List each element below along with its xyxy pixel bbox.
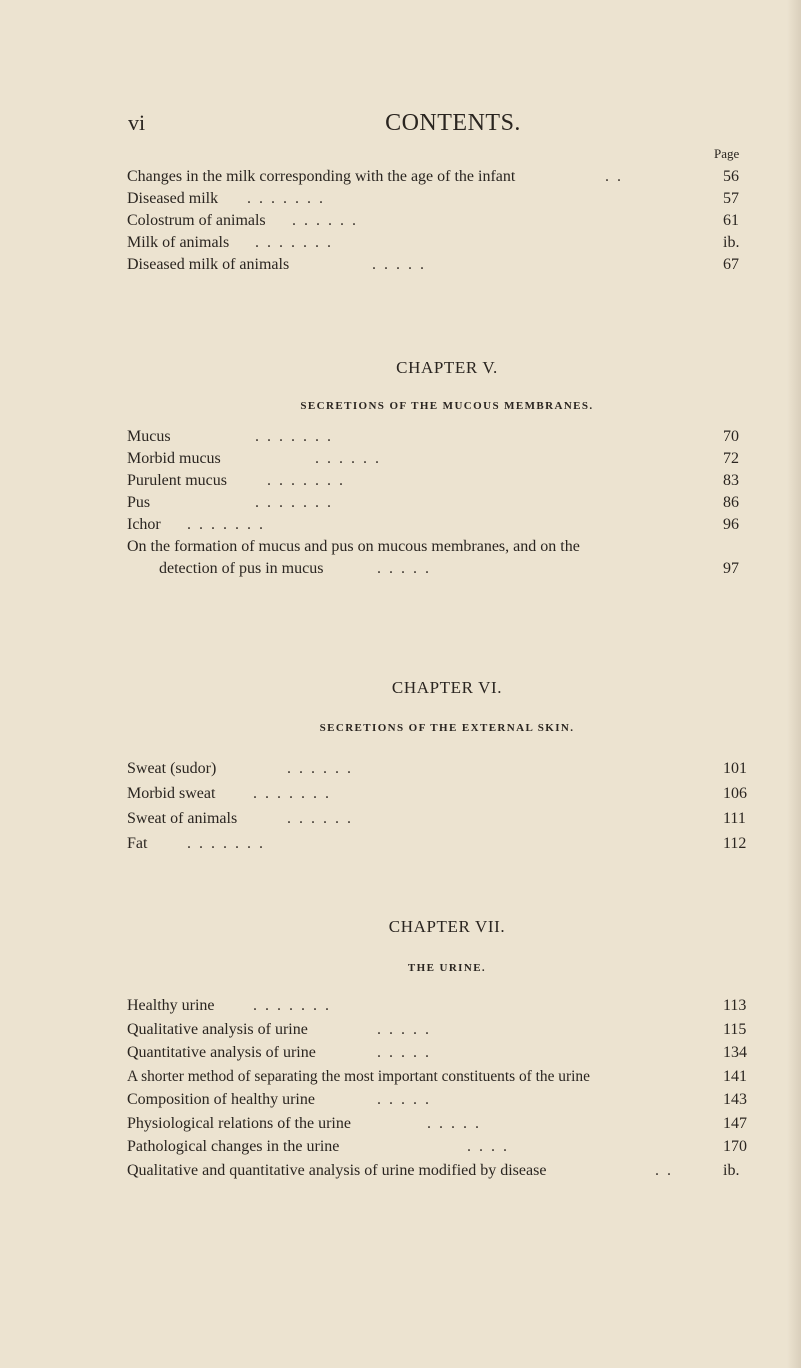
toc-entry-page: 134 xyxy=(723,1044,747,1061)
toc-entry-leaders: . . . . . xyxy=(427,1114,481,1132)
toc-entry-title: Sweat of animals xyxy=(127,810,238,827)
toc-entry-title: Diseased milk xyxy=(127,190,219,207)
toc-entry-leaders: . . . . . xyxy=(377,1020,431,1038)
toc-entry-page: 106 xyxy=(723,785,747,802)
toc-entry-leaders: . . . . . . . xyxy=(267,472,345,489)
toc-entry-leaders: . . . . . . . xyxy=(247,190,325,207)
toc-entry-title: Morbid sweat xyxy=(127,785,216,802)
toc-entry-title: On the formation of mucus and pus on mucous membranes, and on the xyxy=(127,538,580,555)
toc-entry[interactable] xyxy=(127,536,767,558)
toc-entry[interactable] xyxy=(127,808,767,833)
page-number: vi xyxy=(128,110,146,135)
toc-entry-leaders: . . . . . . xyxy=(315,450,381,467)
toc-entry-page: 101 xyxy=(723,760,747,777)
page-title: CONTENTS. xyxy=(385,110,521,136)
toc-entry-page: 97 xyxy=(723,560,739,577)
toc-entry-page: 143 xyxy=(723,1091,747,1108)
toc-entry-title: Mucus xyxy=(127,428,171,445)
toc-entry[interactable] xyxy=(127,833,767,858)
toc-entry-page: 115 xyxy=(723,1020,747,1038)
toc-entry-title: Ichor xyxy=(127,516,161,533)
toc-entry-continuation[interactable] xyxy=(127,558,767,580)
toc-entry-title: Pus xyxy=(127,494,151,511)
toc-entry-leaders: . . . . . . . xyxy=(253,785,331,802)
toc-entry-title: Pathological changes in the urine xyxy=(127,1138,340,1155)
toc-entry-leaders: . . . . . xyxy=(372,256,426,273)
toc-entry-page: 112 xyxy=(723,835,747,852)
toc-entry[interactable] xyxy=(127,470,767,492)
chapter-heading: CHAPTER VI. xyxy=(391,678,503,697)
toc-entry-page: ib. xyxy=(723,1161,740,1179)
toc-entry-page: 96 xyxy=(723,516,739,533)
section-heading: SECRETIONS OF THE EXTERNAL SKIN. xyxy=(319,722,575,734)
toc-entry-leaders: . . . . . . . xyxy=(255,428,333,445)
toc-entry[interactable] xyxy=(127,188,767,210)
running-head xyxy=(128,108,688,138)
toc-chapter-vi xyxy=(127,758,767,858)
toc-entry[interactable] xyxy=(127,232,767,254)
toc-entry-title: A shorter method of separating the most important constituents of the urine xyxy=(127,1067,590,1085)
toc-entry[interactable] xyxy=(127,1066,767,1090)
toc-entry-leaders: . . . . . . . xyxy=(187,516,265,533)
toc-entry-leaders: . . . . . xyxy=(377,560,431,577)
toc-entry-page: 72 xyxy=(723,450,739,467)
toc-entry-leaders: . . . . xyxy=(467,1138,509,1155)
chapter-heading: CHAPTER VII. xyxy=(388,917,506,936)
toc-entry-page: 56 xyxy=(723,168,739,185)
toc-entry[interactable] xyxy=(127,448,767,470)
chapter-heading: CHAPTER V. xyxy=(396,358,498,377)
toc-entry-leaders: . . . . . . . xyxy=(253,997,331,1014)
toc-entry-page: 70 xyxy=(723,428,739,445)
toc-entry-leaders: . . . . . xyxy=(377,1091,431,1108)
toc-entry[interactable] xyxy=(127,254,767,276)
toc-entry-page: 113 xyxy=(723,997,747,1014)
toc-entry[interactable] xyxy=(127,426,767,448)
toc-entry-title: Changes in the milk corresponding with the age of the infant xyxy=(127,168,516,185)
toc-entry-title: Fat xyxy=(127,835,148,852)
toc-entry-page: 111 xyxy=(723,810,746,827)
toc-entry[interactable] xyxy=(127,1113,767,1137)
toc-entry-title: Diseased milk of animals xyxy=(127,256,290,273)
toc-entry-leaders: . . . . . . . xyxy=(255,234,333,251)
toc-entry-page: 61 xyxy=(723,212,739,229)
toc-entry-title: Milk of animals xyxy=(127,234,230,251)
page-column-label: Page xyxy=(714,146,740,161)
toc-chapter-vii xyxy=(127,995,767,1183)
toc-chapter-v xyxy=(127,426,767,580)
page-edge-shadow xyxy=(787,0,801,1368)
toc-entry-page: 67 xyxy=(723,256,739,273)
toc-entry-title: Colostrum of animals xyxy=(127,212,266,229)
toc-group-continued xyxy=(127,166,767,276)
toc-entry[interactable] xyxy=(127,210,767,232)
section-heading: SECRETIONS OF THE MUCOUS MEMBRANES. xyxy=(300,400,594,412)
section-heading: THE URINE. xyxy=(407,962,487,974)
toc-entry-title: Composition of healthy urine xyxy=(127,1091,315,1108)
toc-entry-page: 147 xyxy=(723,1114,747,1132)
toc-entry-title: Quantitative analysis of urine xyxy=(127,1044,316,1061)
toc-entry-title: detection of pus in mucus xyxy=(159,560,324,577)
toc-entry-leaders: . . xyxy=(605,168,623,185)
toc-entry[interactable] xyxy=(127,1042,767,1066)
toc-entry-page: 170 xyxy=(723,1138,747,1155)
toc-entry[interactable] xyxy=(127,783,767,808)
toc-entry[interactable] xyxy=(127,166,767,188)
toc-entry-page: 86 xyxy=(723,494,739,511)
toc-entry-leaders: . . . . . . xyxy=(287,810,353,827)
toc-entry-leaders: . . . . . . xyxy=(292,212,358,229)
toc-entry-title: Morbid mucus xyxy=(127,450,221,467)
toc-entry-leaders: . . . . . xyxy=(377,1044,431,1061)
toc-entry-title: Sweat (sudor) xyxy=(127,760,217,777)
toc-entry-page: 57 xyxy=(723,190,739,207)
toc-entry-leaders: . . . . . . . xyxy=(255,494,333,511)
toc-entry-page: 83 xyxy=(723,472,739,489)
toc-entry-leaders: . . xyxy=(655,1161,673,1179)
toc-entry[interactable] xyxy=(127,995,767,1019)
toc-entry[interactable] xyxy=(127,1019,767,1043)
toc-entry[interactable] xyxy=(127,758,767,783)
toc-entry-title: Purulent mucus xyxy=(127,472,227,489)
toc-entry-page: 141 xyxy=(723,1067,747,1085)
toc-entry-leaders: . . . . . . xyxy=(287,760,353,777)
toc-entry-page: ib. xyxy=(723,234,740,251)
toc-entry[interactable] xyxy=(127,514,767,536)
toc-entry-title: Healthy urine xyxy=(127,997,215,1014)
toc-entry-title: Physiological relations of the urine xyxy=(127,1114,351,1132)
toc-entry-title: Qualitative analysis of urine xyxy=(127,1020,308,1038)
toc-entry[interactable] xyxy=(127,1160,767,1184)
toc-entry[interactable] xyxy=(127,1136,767,1160)
toc-entry[interactable] xyxy=(127,1089,767,1113)
toc-entry-leaders: . . . . . . . xyxy=(187,835,265,852)
toc-entry-title: Qualitative and quantitative analysis of urine modified by disease xyxy=(127,1161,547,1179)
toc-entry[interactable] xyxy=(127,492,767,514)
